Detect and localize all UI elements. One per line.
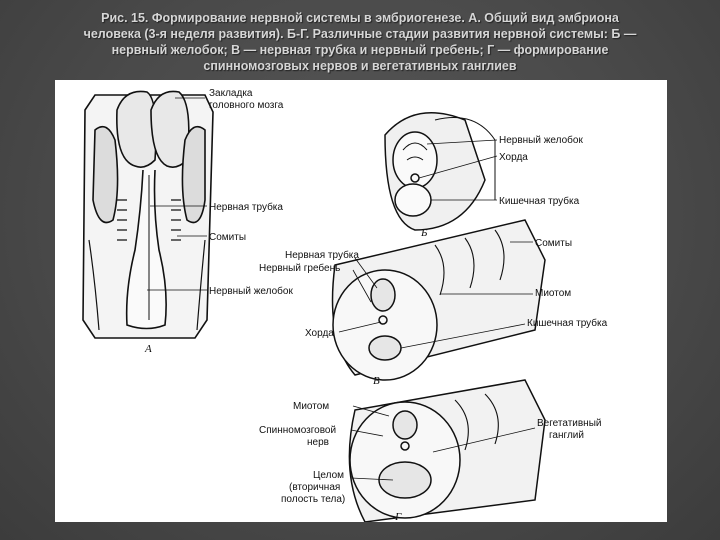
panel-v-crest-label: Нервный гребень — [259, 263, 341, 274]
panel-g-myotome-label: Миотом — [293, 401, 330, 412]
panel-v-letter: В — [373, 375, 380, 387]
panel-g-coelom-label-3: полость тела) — [281, 494, 346, 505]
caption-line-4: спинномозговых нервов и вегетативных ганглиев — [203, 59, 517, 73]
panel-b-section — [385, 113, 495, 230]
panel-v-chorda-label: Хорда — [305, 328, 334, 339]
panel-g-ganglion-label-2: ганглий — [549, 430, 584, 441]
panel-g-coelom-label-2: (вторичная — [289, 482, 341, 493]
embryo-figure — [55, 80, 667, 522]
panel-a-somites-label: Сомиты — [209, 232, 247, 243]
panel-v-somites-label: Сомиты — [535, 238, 573, 249]
panel-a-embryo — [83, 91, 213, 338]
panel-v-gut-label: Кишечная трубка — [527, 318, 608, 329]
panel-g-section — [349, 380, 545, 522]
panel-a-groove-label: Нервный желобок — [209, 286, 293, 297]
panel-a-tube-label: Нервная трубка — [209, 202, 283, 213]
panel-g-ganglion-label-1: Вегетативный — [537, 418, 602, 429]
caption-line-3: нервный желобок; В — нервная трубка и нервный гребень; Г — формирование — [111, 43, 609, 57]
panel-g-nerve-label-1: Спинномозговой — [259, 425, 337, 436]
panel-v-tube-label: Нервная трубка — [285, 250, 359, 261]
panel-b-chorda-label: Хорда — [499, 152, 528, 163]
embryo-diagram — [55, 80, 667, 522]
panel-g-coelom-label-1: Целом — [313, 470, 345, 481]
figure-caption — [40, 10, 680, 74]
panel-b-groove-label: Нервный желобок — [499, 135, 583, 146]
panel-g-letter: Г — [395, 511, 402, 522]
panel-a-brain-label-2: головного мозга — [209, 100, 284, 111]
panel-g-nerve-label-2: нерв — [307, 437, 329, 448]
panel-a-letter: А — [145, 343, 152, 355]
panel-v-myotome-label: Миотом — [535, 288, 572, 299]
caption-line-1: Рис. 15. Формирование нервной системы в эмбриогенезе. А. Общий вид эмбриона — [101, 11, 619, 25]
panel-a-brain-label-1: Закладка — [209, 88, 253, 99]
caption-line-2: человека (3-я неделя развития). Б-Г. Различные стадии развития нервной системы: Б — — [83, 27, 637, 41]
panel-v-section — [333, 220, 546, 380]
panel-b-gut-label: Кишечная трубка — [499, 196, 580, 207]
panel-b-letter: Б — [421, 227, 428, 239]
